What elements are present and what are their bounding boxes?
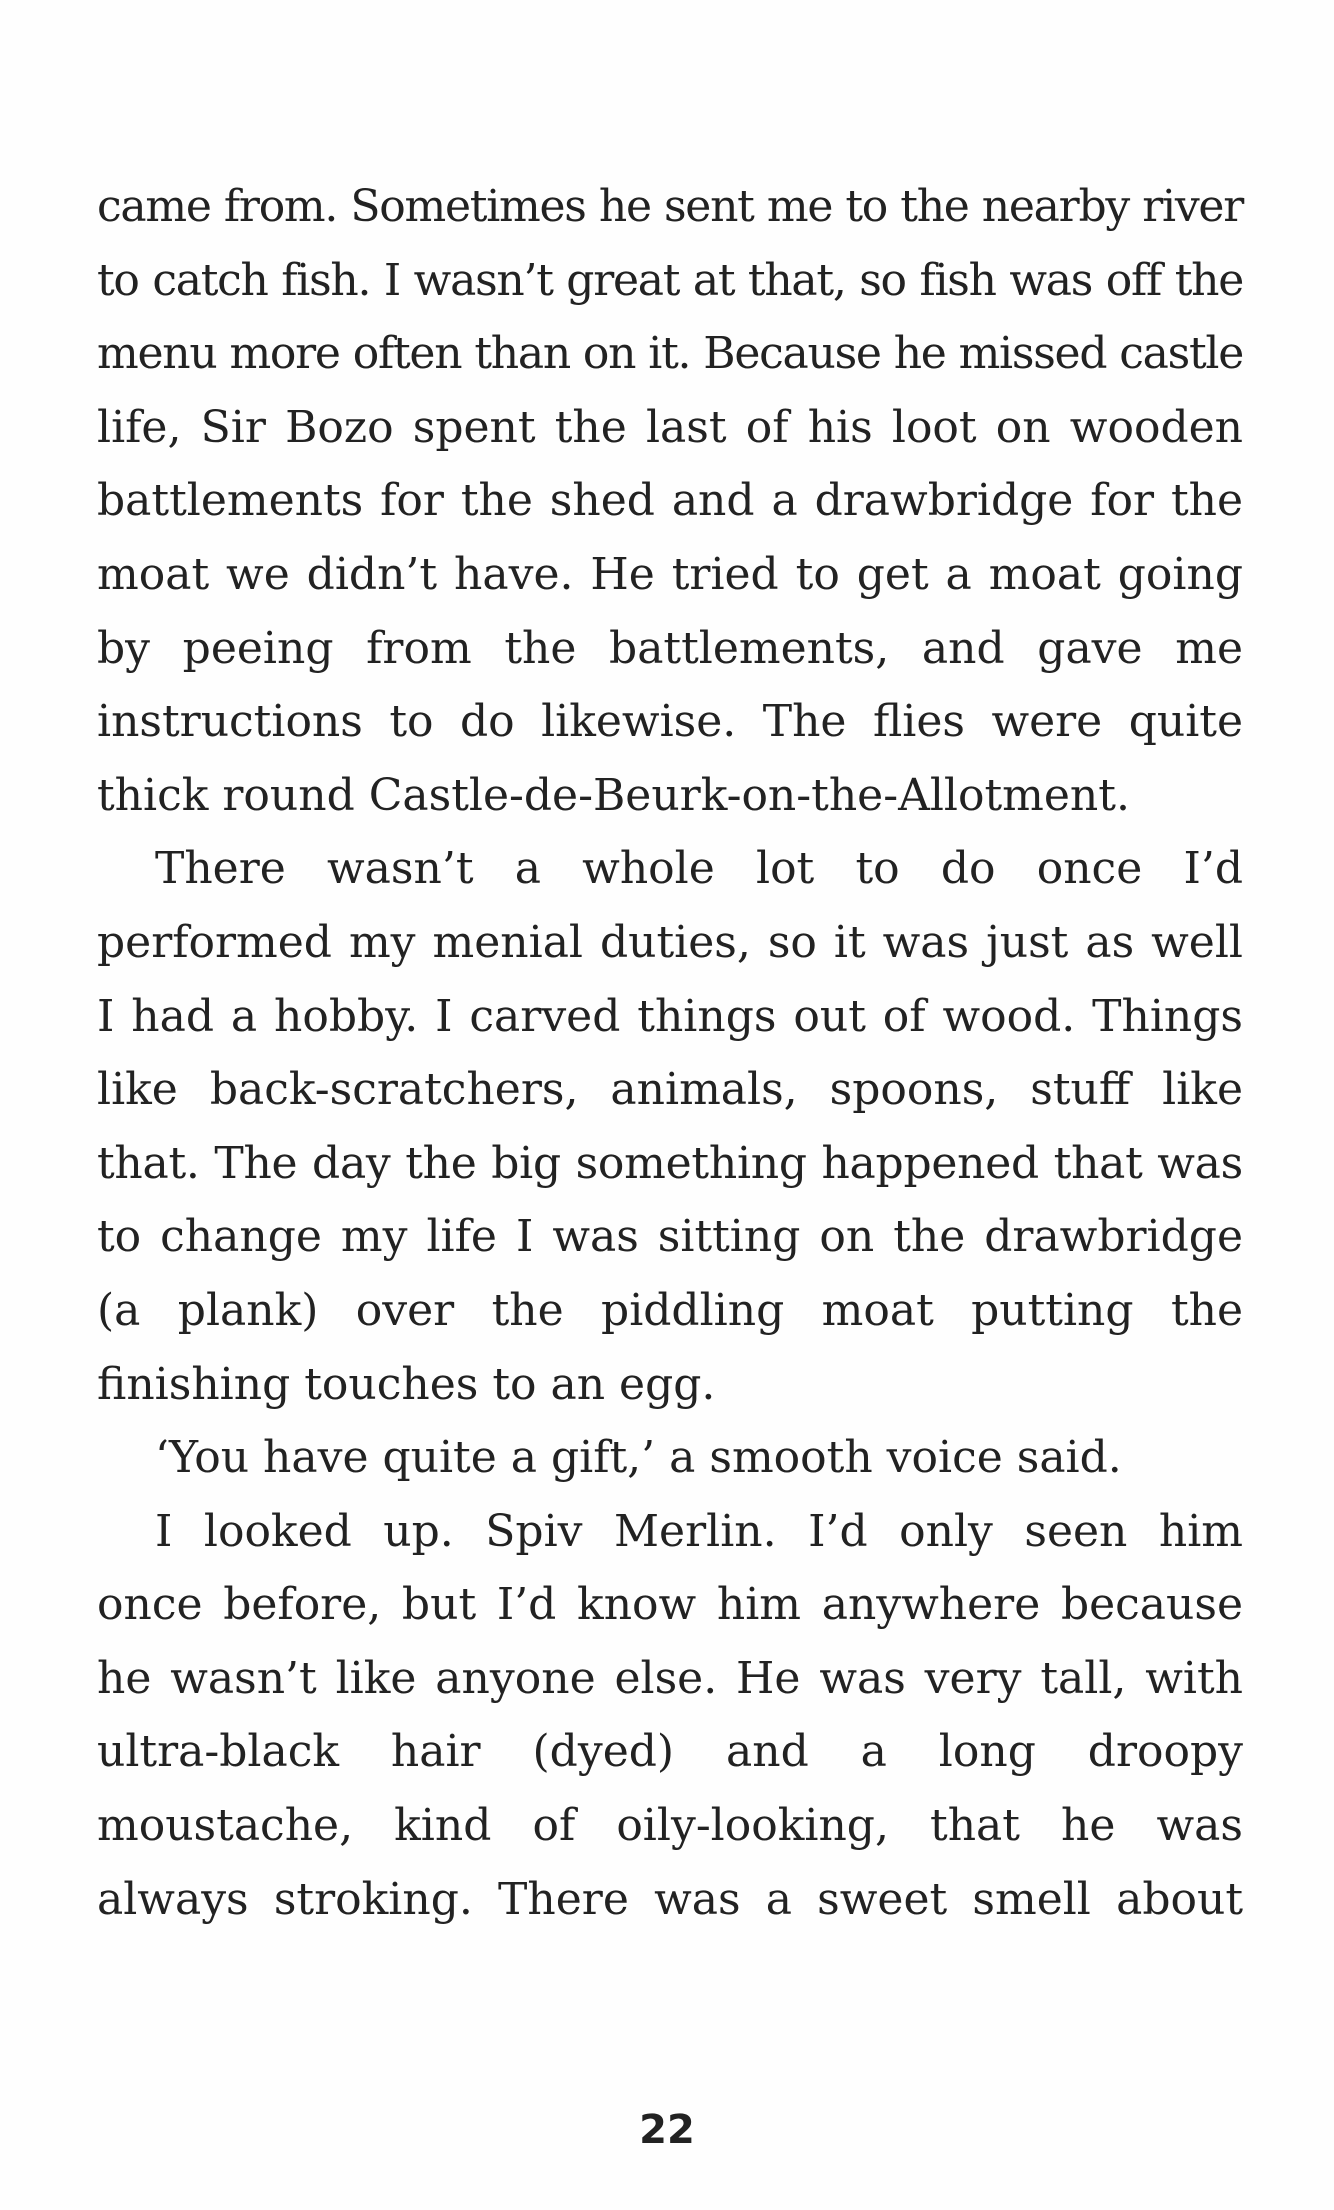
text-line: like back-scratchers, animals, spoons, stuff like xyxy=(97,1064,1243,1116)
text-line: always stroking. There was a sweet smell about xyxy=(97,1873,1243,1925)
body-text xyxy=(97,170,1243,1936)
text-line: moustache, kind of oily-looking, that he was xyxy=(97,1800,1243,1852)
text-line: to catch fish. I wasn’t great at that, so fish was off the xyxy=(97,254,1243,306)
text-line: by peeing from the battlements, and gave me xyxy=(97,622,1243,674)
text-line: to change my life I was sitting on the drawbridge xyxy=(97,1211,1243,1263)
text-line: I had a hobby. I carved things out of wood. Things xyxy=(97,990,1243,1042)
text-line: life, Sir Bozo spent the last of his loot on wooden xyxy=(97,401,1243,453)
text-line: thick round Castle-de-Beurk-on-the-Allotment. xyxy=(97,769,1130,821)
text-line: finishing touches to an egg. xyxy=(97,1358,716,1410)
text-line: ultra-black hair (dyed) and a long droopy xyxy=(97,1726,1243,1778)
text-line: once before, but I’d know him anywhere because xyxy=(97,1579,1243,1631)
text-line: (a plank) over the piddling moat putting the xyxy=(97,1284,1243,1336)
text-line: instructions to do likewise. The flies were quite xyxy=(97,696,1243,748)
text-line: that. The day the big something happened that was xyxy=(97,1137,1243,1189)
text-line: There wasn’t a whole lot to do once I’d xyxy=(155,843,1243,895)
text-line: I looked up. Spiv Merlin. I’d only seen him xyxy=(155,1505,1243,1557)
text-line: he wasn’t like anyone else. He was very tall, with xyxy=(97,1652,1243,1704)
text-line: performed my menial duties, so it was just as well xyxy=(97,916,1243,968)
text-line: battlements for the shed and a drawbridge for the xyxy=(97,475,1243,527)
text-line: ‘You have quite a gift,’ a smooth voice said. xyxy=(155,1432,1122,1484)
text-line: moat we didn’t have. He tried to get a moat going xyxy=(97,548,1243,600)
page-number: 22 xyxy=(639,2107,695,2153)
text-line: came from. Sometimes he sent me to the nearby river xyxy=(97,181,1243,232)
text-line: menu more often than on it. Because he missed castle xyxy=(97,328,1243,380)
